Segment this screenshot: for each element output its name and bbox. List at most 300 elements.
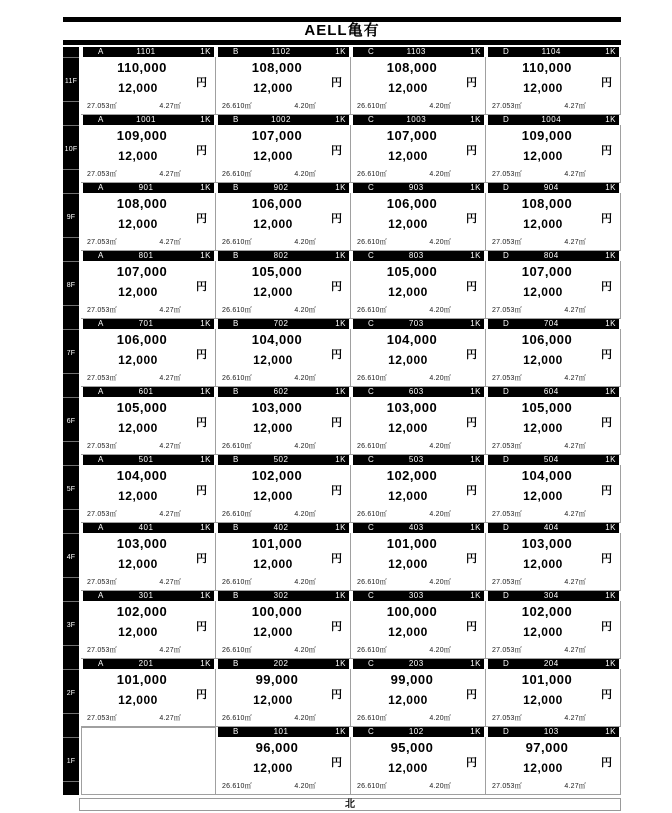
unit-room-number: 903 [408,183,424,192]
unit-header-bar [83,183,214,193]
unit-room-number: 401 [138,523,154,532]
unit-floor-area: 26.610㎡ [222,715,252,722]
unit-floor-area: 26.610㎡ [222,443,252,450]
unit-room-number: 1104 [541,47,561,56]
floor-label-strip [63,523,79,591]
unit-room-number: 203 [408,659,424,668]
unit-column-letter: C [368,455,375,464]
unit-type-label: 1K [200,319,211,328]
unit-column-letter: B [233,183,239,192]
unit-floor-area: 27.053㎡ [492,783,522,790]
unit-room-number: 202 [273,659,289,668]
unit-column-letter: A [98,251,104,260]
unit-room-number: 504 [543,455,559,464]
unit-cell [216,727,351,795]
unit-room-number: 1001 [136,115,156,124]
unit-header-bar [83,523,214,533]
unit-area-row [351,237,485,247]
unit-fee-value: 12,000 [388,761,428,775]
unit-body [351,669,486,727]
unit-area-row [216,713,350,723]
unit-balcony-area: 4.20㎡ [294,511,316,518]
unit-header-bar [488,727,619,737]
unit-area-row [351,713,485,723]
unit-type-label: 1K [335,727,346,736]
unit-balcony-area: 4.27㎡ [564,715,586,722]
unit-type-label: 1K [470,183,481,192]
unit-rent-value: 107,000 [116,264,168,279]
unit-body [216,465,351,523]
unit-room-number: 604 [543,387,559,396]
currency-yen-label: 円 [466,621,477,633]
unit-cell [81,659,216,727]
unit-floor-area: 27.053㎡ [87,443,117,450]
unit-room-number: 404 [543,523,559,532]
unit-type-label: 1K [605,251,616,260]
floor-label: 7F [66,349,76,357]
unit-balcony-area: 4.27㎡ [564,103,586,110]
unit-fee-value: 12,000 [253,217,293,231]
unit-room-number: 801 [138,251,154,260]
unit-type-label: 1K [605,183,616,192]
unit-column-letter: D [503,115,510,124]
floor-row [63,387,621,455]
unit-body [216,533,351,591]
unit-fee-value: 12,000 [523,489,563,503]
unit-floor-area: 27.053㎡ [492,579,522,586]
currency-yen-label: 円 [331,77,342,89]
unit-column-letter: D [503,183,510,192]
unit-balcony-area: 4.27㎡ [159,647,181,654]
floor-row [63,183,621,251]
unit-room-number: 803 [408,251,424,260]
floor-label: 6F [66,417,76,425]
unit-rent-value: 110,000 [117,60,167,75]
unit-floor-area: 26.610㎡ [357,307,387,314]
unit-header-bar [83,455,214,465]
unit-floor-area: 27.053㎡ [492,103,522,110]
unit-floor-area: 26.610㎡ [357,647,387,654]
unit-rent-value: 101,000 [386,536,438,551]
floor-label: 3F [66,621,76,629]
unit-fee-value: 12,000 [118,693,158,707]
unit-body [486,57,621,115]
currency-yen-label: 円 [196,281,207,293]
floor-row [63,659,621,727]
unit-column-letter: A [98,183,104,192]
unit-header-bar [488,183,619,193]
north-direction-box [79,798,621,811]
currency-yen-label: 円 [601,213,612,225]
unit-fee-value: 12,000 [388,489,428,503]
unit-cell [81,523,216,591]
unit-body [486,737,621,795]
unit-area-row [81,713,215,723]
unit-column-letter: A [98,47,104,56]
unit-header-bar [353,659,484,669]
unit-balcony-area: 4.27㎡ [564,579,586,586]
floor-label-strip [63,591,79,659]
unit-fee-value: 12,000 [523,625,563,639]
unit-body [486,533,621,591]
unit-cell [351,455,486,523]
unit-column-letter: B [233,251,239,260]
unit-floor-area: 27.053㎡ [492,239,522,246]
currency-yen-label: 円 [331,689,342,701]
unit-fee-value: 12,000 [523,285,563,299]
unit-cell [81,591,216,659]
unit-header-bar [488,387,619,397]
currency-yen-label: 円 [196,689,207,701]
unit-rent-value: 101,000 [521,672,573,687]
unit-header-bar [218,47,349,57]
unit-balcony-area: 4.20㎡ [294,579,316,586]
unit-header-bar [218,591,349,601]
unit-rent-value: 109,000 [521,128,573,143]
unit-body [81,465,216,523]
unit-rent-value: 96,000 [255,740,299,755]
unit-type-label: 1K [470,47,481,56]
unit-body [81,601,216,659]
unit-balcony-area: 4.27㎡ [564,375,586,382]
unit-cell [81,251,216,319]
floor-label: 5F [66,485,76,493]
unit-floor-area: 27.053㎡ [492,375,522,382]
unit-room-number: 1102 [271,47,291,56]
unit-room-number: 601 [138,387,154,396]
unit-body [486,465,621,523]
unit-balcony-area: 4.20㎡ [429,579,451,586]
unit-cell [81,115,216,183]
unit-floor-area: 26.610㎡ [357,715,387,722]
unit-rent-value: 108,000 [116,196,168,211]
unit-rent-value: 107,000 [251,128,303,143]
unit-column-letter: A [98,523,104,532]
unit-body [351,329,486,387]
unit-rent-value: 106,000 [521,332,573,347]
unit-body [486,669,621,727]
unit-rent-value: 105,000 [521,400,573,415]
currency-yen-label: 円 [331,621,342,633]
unit-rent-value: 104,000 [251,332,303,347]
unit-rent-value: 105,000 [251,264,303,279]
floor-row [63,251,621,319]
unit-area-row [81,237,215,247]
unit-fee-value: 12,000 [388,81,428,95]
unit-type-label: 1K [470,523,481,532]
unit-header-bar [488,319,619,329]
floor-label: 11F [64,77,78,85]
unit-rent-value: 107,000 [521,264,573,279]
unit-fee-value: 12,000 [253,81,293,95]
unit-cell [351,183,486,251]
unit-header-bar [488,523,619,533]
unit-body [81,261,216,319]
unit-balcony-area: 4.27㎡ [564,511,586,518]
unit-fee-value: 12,000 [253,149,293,163]
unit-column-letter: C [368,183,375,192]
unit-cell [216,47,351,115]
unit-rent-value: 103,000 [386,400,438,415]
unit-fee-value: 12,000 [118,625,158,639]
currency-yen-label: 円 [601,281,612,293]
currency-yen-label: 円 [466,145,477,157]
unit-column-letter: C [368,387,375,396]
unit-body [486,125,621,183]
unit-area-row [81,441,215,451]
unit-type-label: 1K [470,251,481,260]
unit-fee-value: 12,000 [253,557,293,571]
unit-header-bar [218,727,349,737]
unit-header-bar [83,47,214,57]
unit-body [81,397,216,455]
unit-room-number: 1004 [541,115,562,124]
unit-fee-value: 12,000 [118,217,158,231]
unit-rent-value: 99,000 [255,672,299,687]
unit-cell [81,183,216,251]
unit-room-number: 302 [273,591,289,600]
unit-body [351,737,486,795]
unit-area-row [351,373,485,383]
unit-balcony-area: 4.20㎡ [429,783,451,790]
unit-floor-area: 26.610㎡ [357,579,387,586]
unit-room-number: 101 [273,727,289,736]
unit-floor-area: 26.610㎡ [222,307,252,314]
unit-fee-value: 12,000 [388,149,428,163]
unit-floor-area: 27.053㎡ [87,239,117,246]
unit-balcony-area: 4.20㎡ [429,375,451,382]
unit-fee-value: 12,000 [253,761,293,775]
unit-rent-value: 101,000 [251,536,303,551]
unit-column-letter: D [503,727,510,736]
unit-type-label: 1K [335,115,346,124]
unit-rent-value: 101,000 [116,672,168,687]
unit-type-label: 1K [605,659,616,668]
unit-body [351,533,486,591]
unit-header-bar [218,523,349,533]
unit-area-row [486,441,620,451]
floor-label-strip [63,727,79,795]
currency-yen-label: 円 [466,417,477,429]
currency-yen-label: 円 [331,213,342,225]
unit-body [81,193,216,251]
unit-area-row [486,713,620,723]
unit-fee-value: 12,000 [118,421,158,435]
currency-yen-label: 円 [466,689,477,701]
unit-body [216,737,351,795]
unit-balcony-area: 4.20㎡ [294,715,316,722]
unit-area-row [216,577,350,587]
unit-header-bar [218,183,349,193]
unit-type-label: 1K [470,727,481,736]
unit-fee-value: 12,000 [118,557,158,571]
unit-rent-value: 110,000 [522,60,572,75]
floor-label: 8F [66,281,76,289]
unit-header-bar [83,659,214,669]
floor-row [63,319,621,387]
unit-balcony-area: 4.20㎡ [294,783,316,790]
unit-fee-value: 12,000 [523,217,563,231]
unit-header-bar [218,319,349,329]
unit-header-bar [353,727,484,737]
unit-room-number: 502 [273,455,289,464]
unit-floor-area: 26.610㎡ [222,579,252,586]
currency-yen-label: 円 [196,621,207,633]
unit-cell [486,659,621,727]
unit-area-row [216,781,350,791]
unit-fee-value: 12,000 [523,353,563,367]
unit-cell [486,183,621,251]
unit-fee-value: 12,000 [388,693,428,707]
currency-yen-label: 円 [196,349,207,361]
unit-floor-area: 27.053㎡ [87,171,117,178]
unit-header-bar [488,115,619,125]
unit-cell [351,319,486,387]
unit-body [351,125,486,183]
unit-area-row [216,305,350,315]
unit-type-label: 1K [605,319,616,328]
unit-type-label: 1K [200,115,211,124]
unit-fee-value: 12,000 [388,625,428,639]
unit-type-label: 1K [200,47,211,56]
unit-room-number: 304 [543,591,559,600]
unit-header-bar [83,115,214,125]
unit-area-row [81,509,215,519]
unit-area-row [486,781,620,791]
unit-balcony-area: 4.20㎡ [429,103,451,110]
unit-body [81,669,216,727]
unit-fee-value: 12,000 [118,353,158,367]
unit-rent-value: 102,000 [521,604,573,619]
unit-body [81,533,216,591]
unit-type-label: 1K [200,183,211,192]
unit-type-label: 1K [470,319,481,328]
unit-rent-value: 103,000 [251,400,303,415]
unit-column-letter: D [503,523,510,532]
unit-area-row [81,577,215,587]
unit-room-number: 102 [408,727,424,736]
unit-floor-area: 26.610㎡ [222,783,252,790]
unit-column-letter: B [233,727,239,736]
unit-rent-value: 97,000 [525,740,569,755]
unit-cell [486,251,621,319]
unit-cell [351,727,486,795]
currency-yen-label: 円 [601,77,612,89]
floor-label-strip [63,115,79,183]
unit-header-bar [353,591,484,601]
unit-floor-area: 27.053㎡ [87,579,117,586]
unit-type-label: 1K [605,523,616,532]
unit-type-label: 1K [335,183,346,192]
unit-balcony-area: 4.27㎡ [564,239,586,246]
unit-balcony-area: 4.20㎡ [294,171,316,178]
unit-floor-area: 26.610㎡ [222,375,252,382]
unit-room-number: 1101 [136,47,156,56]
unit-rent-value: 109,000 [116,128,168,143]
unit-body [81,57,216,115]
unit-balcony-area: 4.20㎡ [294,103,316,110]
unit-fee-value: 12,000 [523,761,563,775]
unit-column-letter: C [368,115,375,124]
unit-type-label: 1K [335,523,346,532]
unit-type-label: 1K [335,319,346,328]
currency-yen-label: 円 [196,553,207,565]
floor-label-strip [63,251,79,319]
unit-room-number: 603 [408,387,424,396]
unit-cell [216,659,351,727]
unit-area-row [486,101,620,111]
unit-body [486,193,621,251]
unit-type-label: 1K [605,115,616,124]
unit-column-letter: A [98,387,104,396]
unit-cell [351,251,486,319]
unit-balcony-area: 4.20㎡ [294,239,316,246]
unit-column-letter: A [98,591,104,600]
unit-type-label: 1K [335,387,346,396]
unit-cell [216,523,351,591]
currency-yen-label: 円 [466,349,477,361]
unit-cell [81,455,216,523]
unit-header-bar [353,523,484,533]
unit-rent-value: 102,000 [386,468,438,483]
currency-yen-label: 円 [601,757,612,769]
unit-balcony-area: 4.20㎡ [294,647,316,654]
unit-balcony-area: 4.20㎡ [429,171,451,178]
currency-yen-label: 円 [196,213,207,225]
unit-type-label: 1K [605,727,616,736]
unit-room-number: 902 [273,183,289,192]
unit-rent-value: 106,000 [116,332,168,347]
unit-cell [216,251,351,319]
unit-rent-value: 108,000 [251,60,303,75]
unit-room-number: 1002 [271,115,291,124]
unit-floor-area: 27.053㎡ [87,715,117,722]
unit-body [216,57,351,115]
floor-row [63,115,621,183]
unit-cell [486,591,621,659]
unit-header-bar [83,591,214,601]
unit-column-letter: D [503,319,510,328]
unit-area-row [81,373,215,383]
currency-yen-label: 円 [466,213,477,225]
unit-body [216,329,351,387]
floor-label-strip [63,659,79,727]
unit-type-label: 1K [200,591,211,600]
unit-cell [486,319,621,387]
unit-type-label: 1K [200,387,211,396]
unit-cell [351,591,486,659]
unit-room-number: 103 [543,727,559,736]
unit-room-number: 1003 [406,115,427,124]
unit-column-letter: A [98,659,104,668]
unit-header-bar [488,455,619,465]
unit-balcony-area: 4.20㎡ [429,307,451,314]
floor-label: 4F [66,553,76,561]
unit-floor-area: 26.610㎡ [357,783,387,790]
unit-type-label: 1K [470,115,481,124]
unit-room-number: 501 [138,455,154,464]
unit-body [486,261,621,319]
unit-area-row [81,645,215,655]
unit-balcony-area: 4.27㎡ [159,715,181,722]
unit-rent-value: 104,000 [521,468,573,483]
unit-cell [81,387,216,455]
unit-type-label: 1K [200,523,211,532]
unit-balcony-area: 4.20㎡ [429,715,451,722]
floor-label-strip [63,455,79,523]
currency-yen-label: 円 [331,145,342,157]
unit-floor-area: 27.053㎡ [492,715,522,722]
